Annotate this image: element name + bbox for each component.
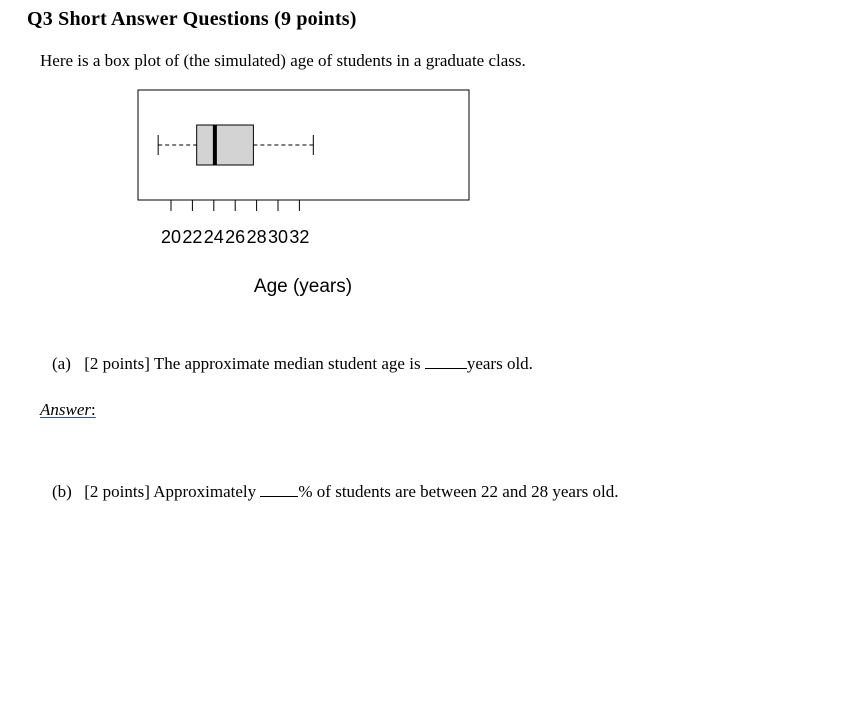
question-b-blank[interactable] [260,482,298,497]
intro-text: Here is a box plot of (the simulated) age of students in a graduate class. [40,51,526,70]
x-tick-label-22: 22 [182,227,203,247]
box-plot-svg [120,80,480,300]
question-b-label: (b) [52,482,72,501]
answer-colon: : [91,400,96,419]
box-plot [120,80,480,305]
x-tick-label-26: 26 [225,227,246,247]
question-a [52,354,533,374]
question-b-points: [2 points] [84,482,150,501]
x-tick-label-32: 32 [289,227,310,247]
question-a-blank[interactable] [425,354,467,369]
x-axis-label: Age (years) [253,276,353,297]
x-tick-label-28: 28 [246,227,267,247]
question-a-suffix: years old. [466,354,533,373]
answer-label [40,400,96,420]
question-heading: Q3 Short Answer Questions (9 points) [27,8,357,30]
answer-label-text: Answer [40,400,91,419]
question-b-text: Approximately [153,482,261,501]
question-b-suffix: % of students are between 22 and 28 years old. [298,482,619,501]
question-a-text: The approximate median student age is [153,354,425,373]
question-a-points: [2 points] [84,354,150,373]
question-a-label: (a) [52,354,71,373]
x-tick-label-30: 30 [267,227,289,247]
question-b [52,482,618,502]
x-tick-label-20: 20 [160,227,182,247]
x-tick-label-24: 24 [203,227,224,247]
iqr-box [197,125,254,165]
